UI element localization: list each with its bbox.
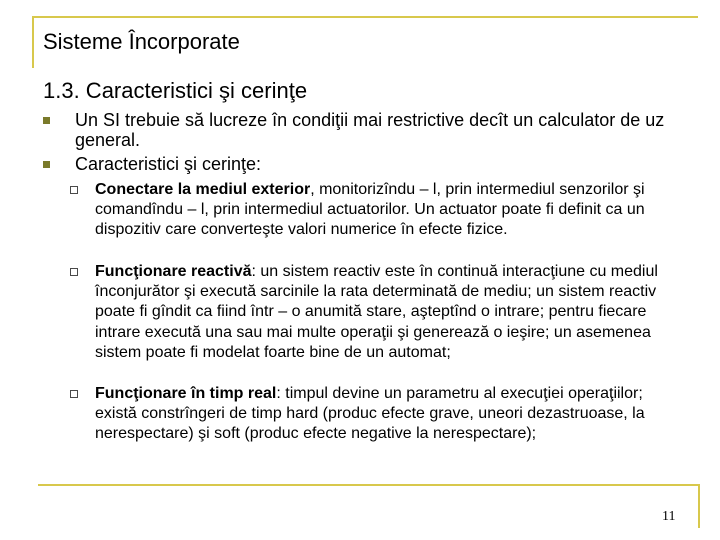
slide-header-title: Sisteme Încorporate [43,29,240,54]
frame-left-rule [32,16,34,68]
frame-top-rule [32,16,698,18]
bullet-text: Un SI trebuie să lucreze în condiţii mai restrictive decît un calculator de uz general. [75,110,665,150]
sub-bullet-heading: Funcţionare reactivă [95,263,252,280]
hollow-square-bullet-icon [70,268,78,276]
square-bullet-icon [43,161,50,168]
bullet-item [43,110,683,150]
bullet-text: Caracteristici şi cerinţe: [75,154,262,174]
frame-right-rule [698,484,700,528]
sub-bullet-item [95,180,685,241]
section-title: 1.3. Caracteristici şi cerinţe [43,78,308,103]
square-bullet-icon [43,117,50,124]
sub-bullet-text: : timpul devine un parametru al execuţiei operaţiilor; există constrîngeri de timp hard (produc efecte grave, uneori dezastruoase, la nerespectare) şi soft (produc efecte negative la nerespectare); [95,385,645,443]
sub-bullet-item [95,262,685,363]
bullet-item [43,154,683,174]
sub-bullet-text: , monitorizîndu – l, prin intermediul senzorilor şi comandîndu – l, prin intermediul actuatorilor. Un actuator poate fi definit ca un dispozitiv care converteşte valori numerice în efecte fizice. [95,181,645,239]
sub-bullet-text: : un sistem reactiv este în continuă interacţiune cu mediul înconjurător şi execută sarcinile la rata determinată de mediu; un sistem reactiv poate fi gîndit ca fiind într – o anumită stare, aşteptînd o intrare; pentru fiecare intrare execută una sau mai multe operaţii şi generează o ieşire; un asemenea sistem poate fi modelat foarte bine de un automat; [95,263,658,361]
page-number: 11 [662,509,676,524]
hollow-square-bullet-icon [70,390,78,398]
hollow-square-bullet-icon [70,186,78,194]
sub-bullet-heading: Funcţionare în timp real [95,385,277,402]
sub-bullet-heading: Conectare la mediul exterior [95,181,311,198]
frame-bottom-rule [38,484,700,486]
sub-bullet-item [95,384,685,445]
